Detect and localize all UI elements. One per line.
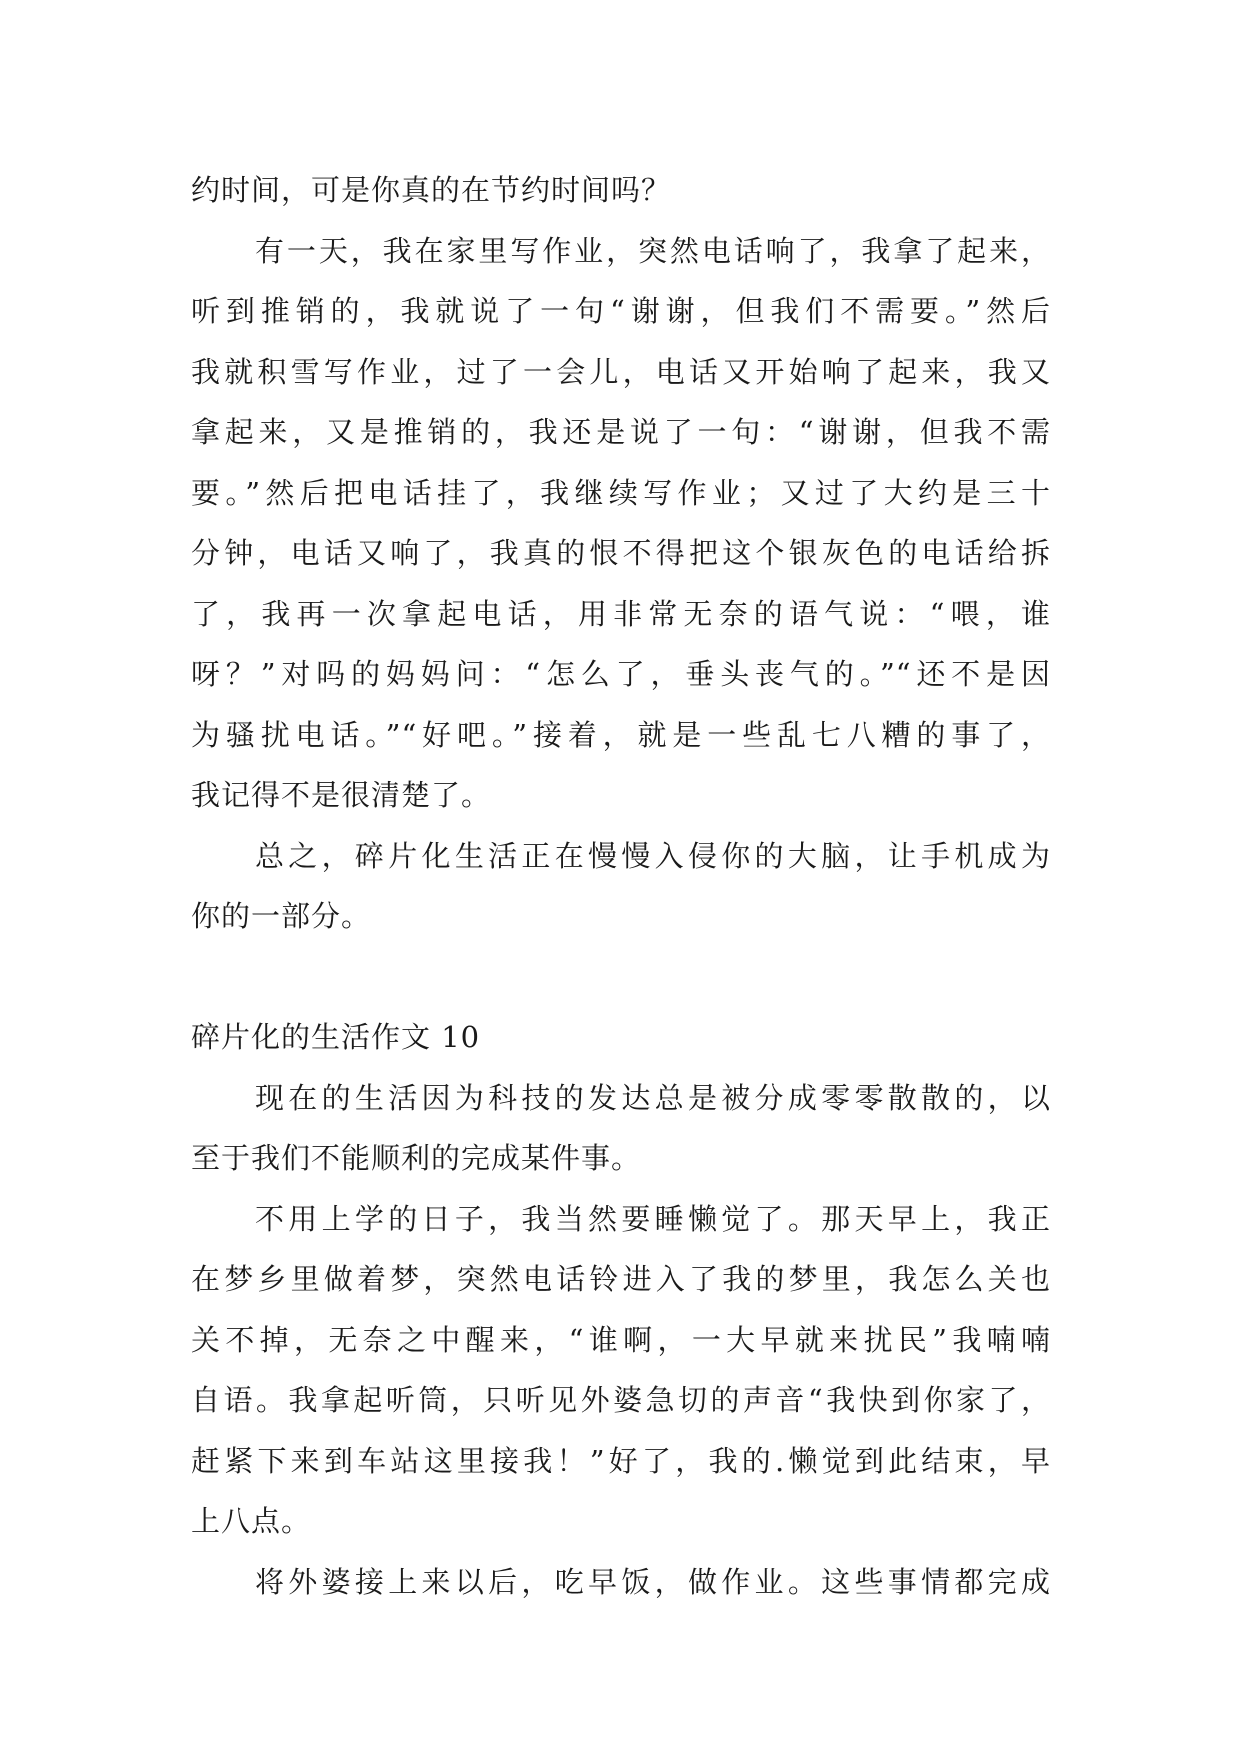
paragraph-line: 关不掉，无奈之中醒来，“谁啊，一大早就来扰民”我喃喃 [191, 1322, 1051, 1357]
paragraph-line: 总之，碎片化生活正在慢慢入侵你的大脑，让手机成为 [255, 838, 1051, 873]
paragraph-line: 自语。我拿起听筒，只听见外婆急切的声音“我快到你家了， [191, 1383, 1051, 1417]
paragraph-line: 要。”然后把电话挂了，我继续写作业；又过了大约是三十 [191, 475, 1051, 510]
paragraph-line: 上八点。 [191, 1504, 312, 1538]
document-page [191, 160, 1051, 1612]
paragraph-line: 拿起来，又是推销的，我还是说了一句：“谢谢，但我不需 [191, 415, 1051, 449]
paragraph-line: 我就积雪写作业，过了一会儿，电话又开始响了起来，我又 [191, 354, 1051, 389]
paragraph-line: 我记得不是很清楚了。 [191, 778, 492, 812]
paragraph-line: 你的一部分。 [191, 899, 372, 933]
paragraph-line: 了，我再一次拿起电话，用非常无奈的语气说：“喂，谁 [191, 596, 1051, 631]
paragraph-line: 听到推销的，我就说了一句“谢谢，但我们不需要。”然后 [191, 294, 1051, 328]
paragraph-line: 有一天，我在家里写作业，突然电话响了，我拿了起来， [255, 233, 1051, 268]
paragraph-line: 至于我们不能顺利的完成某件事。 [191, 1141, 642, 1175]
section-spacer [191, 947, 1051, 1008]
paragraph-line: 为骚扰电话。”“好吧。”接着，就是一些乱七八糟的事了， [191, 717, 1051, 752]
paragraph-line: 赶紧下来到车站这里接我！”好了，我的.懒觉到此结束，早 [191, 1443, 1051, 1478]
paragraph-line: 约时间，可是你真的在节约时间吗？ [191, 173, 672, 207]
section-title: 碎片化的生活作文 10 [191, 1020, 481, 1054]
paragraph-line: 呀？”对吗的妈妈问：“怎么了，垂头丧气的。”“还不是因 [191, 657, 1051, 691]
paragraph-line: 现在的生活因为科技的发达总是被分成零零散散的，以 [255, 1080, 1051, 1115]
paragraph-line: 将外婆接上来以后，吃早饭，做作业。这些事情都完成 [255, 1564, 1051, 1599]
paragraph-line: 分钟，电话又响了，我真的恨不得把这个银灰色的电话给拆 [191, 536, 1051, 570]
paragraph-line: 不用上学的日子，我当然要睡懒觉了。那天早上，我正 [255, 1201, 1051, 1236]
paragraph-line: 在梦乡里做着梦，突然电话铃进入了我的梦里，我怎么关也 [191, 1262, 1051, 1296]
